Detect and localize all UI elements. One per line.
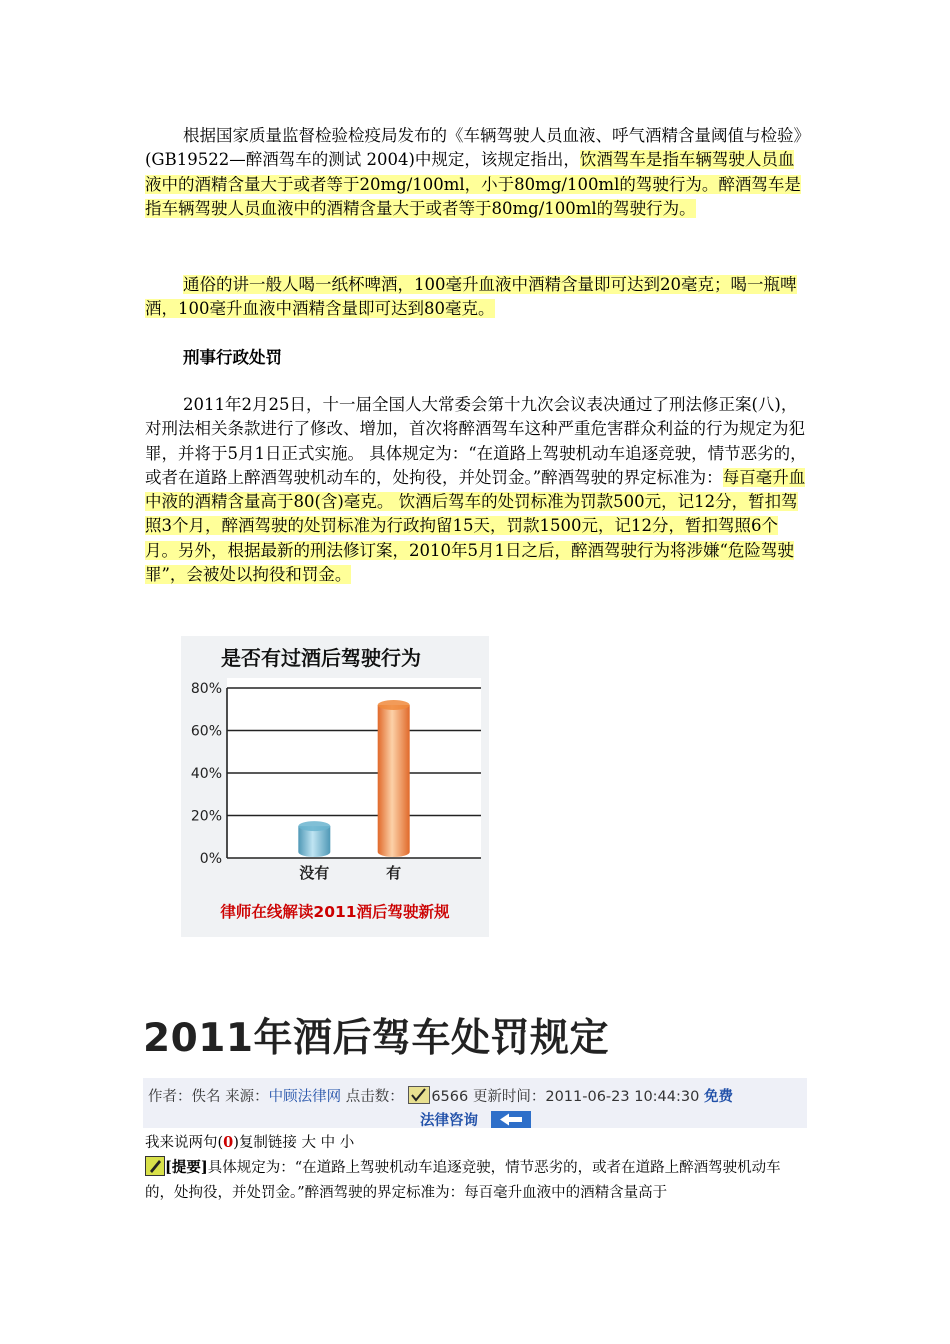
source-link[interactable]: 中顾法律网 xyxy=(268,1089,342,1105)
highlight-penalty: 每百毫升血中液的酒精含量高于80(含)毫克。 饮酒后驾车的处罚标准为罚款500元，记12分，暂扣驾照3个月，醉酒驾驶的处罚标准为行政拘留15天，罚款1500元，记12分，暂扣驾照6个月。另外，根据最新的刑法修订案，2010年5月1日之后，醉酒驾驶行为将涉嫌“危险驾驶罪”，会被处以拘役和罚金。 xyxy=(145,467,806,585)
free-consult-link-part2[interactable]: 法律咨询 xyxy=(420,1113,478,1129)
y-tick-label: 60% xyxy=(190,723,222,740)
chart-caption: 律师在线解读2011酒后驾驶新规 xyxy=(220,903,450,921)
chart-title: 是否有过酒后驾驶行为 xyxy=(221,646,421,670)
summary-text: 具体规定为：“在道路上驾驶机动车追逐竞驶，情节恶劣的，或者在道路上醉酒驾驶机动车的，处拘役，并处罚金。”醉酒驾驶的界定标准为：每百毫升血液中的酒精含量高于 xyxy=(145,1160,781,1201)
hits-label: 点击数： xyxy=(345,1089,404,1105)
comment-label: 我来说两句( xyxy=(145,1135,224,1151)
y-tick-label: 80% xyxy=(190,681,222,697)
highlight-beer-example: 通俗的讲一般人喝一纸杯啤酒，100毫升血液中酒精含量即可达到20毫克；喝一瓶啤酒，100毫升血液中酒精含量即可达到80毫克。 xyxy=(145,275,797,319)
comment-count: 0 xyxy=(223,1134,234,1151)
font-size-large[interactable]: 大 xyxy=(301,1135,317,1151)
bar xyxy=(298,821,330,857)
x-category-label: 没有 xyxy=(299,864,330,882)
criminal-law-text: 2011年2月25日，十一届全国人大常委会第十九次会议表决通过了刑法修正案(八)，对刑法相关条款进行了修改、增加，首次将醉酒驾车这种严重危害群众利益的行为规定为犯罪，并将于5月1日正式实施。 具体规定为：“在道路上驾驶机动车追逐竞驶，情节恶劣的，或者在道路上醉酒驾驶机动车的，处拘役，并处罚金。”醉酒驾驶的界定标准为： xyxy=(145,395,807,487)
author-label: 作者： xyxy=(148,1089,192,1105)
copy-link-button[interactable]: 复制链接 xyxy=(238,1135,297,1151)
source-label: 来源： xyxy=(225,1089,269,1105)
article-title: 2011年酒后驾车处罚规定 xyxy=(143,1016,610,1061)
free-consult-link-part1[interactable]: 免费 xyxy=(703,1089,733,1105)
y-tick-label: 0% xyxy=(199,851,222,867)
paragraph-criminal-law xyxy=(145,393,807,587)
section-heading: 刑事行政处罚 xyxy=(183,348,282,367)
meta-line-2 xyxy=(420,1109,531,1130)
paragraph-common-explanation xyxy=(145,273,807,322)
drunk-driving-chart xyxy=(181,636,489,937)
updated-label: 更新时间： xyxy=(472,1089,546,1105)
plot-area xyxy=(227,678,481,858)
x-category-label: 有 xyxy=(386,864,402,882)
chart-svg xyxy=(181,636,489,937)
comment-link[interactable] xyxy=(145,1135,239,1151)
pencil-note-icon xyxy=(145,1156,165,1176)
summary-label: [提要] xyxy=(165,1159,208,1176)
bar xyxy=(378,700,410,857)
y-tick-label: 20% xyxy=(190,808,222,825)
article-summary xyxy=(145,1155,807,1206)
hits-value: 6566 xyxy=(431,1089,469,1105)
meta-line xyxy=(148,1085,733,1106)
font-size-medium[interactable]: 中 xyxy=(320,1135,336,1151)
arrow-left-icon[interactable] xyxy=(491,1111,531,1128)
hits-counter-icon xyxy=(408,1086,430,1104)
highlight-definition: 饮酒驾车是指车辆驾驶人员血液中的酒精含量大于或者等于20mg/100ml，小于80mg/100ml的驾驶行为。醉酒驾车是指车辆驾驶人员血液中的酒精含量大于或者等于80mg/100ml的驾驶行为。 xyxy=(145,150,801,218)
comment-label-end: ) xyxy=(233,1135,239,1151)
y-tick-label: 40% xyxy=(190,766,222,782)
updated-value: 2011-06-23 10:44:30 xyxy=(545,1089,700,1105)
article-meta-bar xyxy=(143,1078,807,1128)
comment-toolbar xyxy=(145,1131,354,1152)
paragraph-standard xyxy=(145,124,807,221)
font-size-small[interactable]: 小 xyxy=(339,1135,355,1151)
author-value: 佚名 xyxy=(191,1089,221,1105)
standard-text: 根据国家质量监督检验检疫局发布的《车辆驾驶人员血液、呼气酒精含量阈值与检验》(GB19522—醉酒驾车的测试 2004)中规定，该规定指出， xyxy=(145,126,802,170)
